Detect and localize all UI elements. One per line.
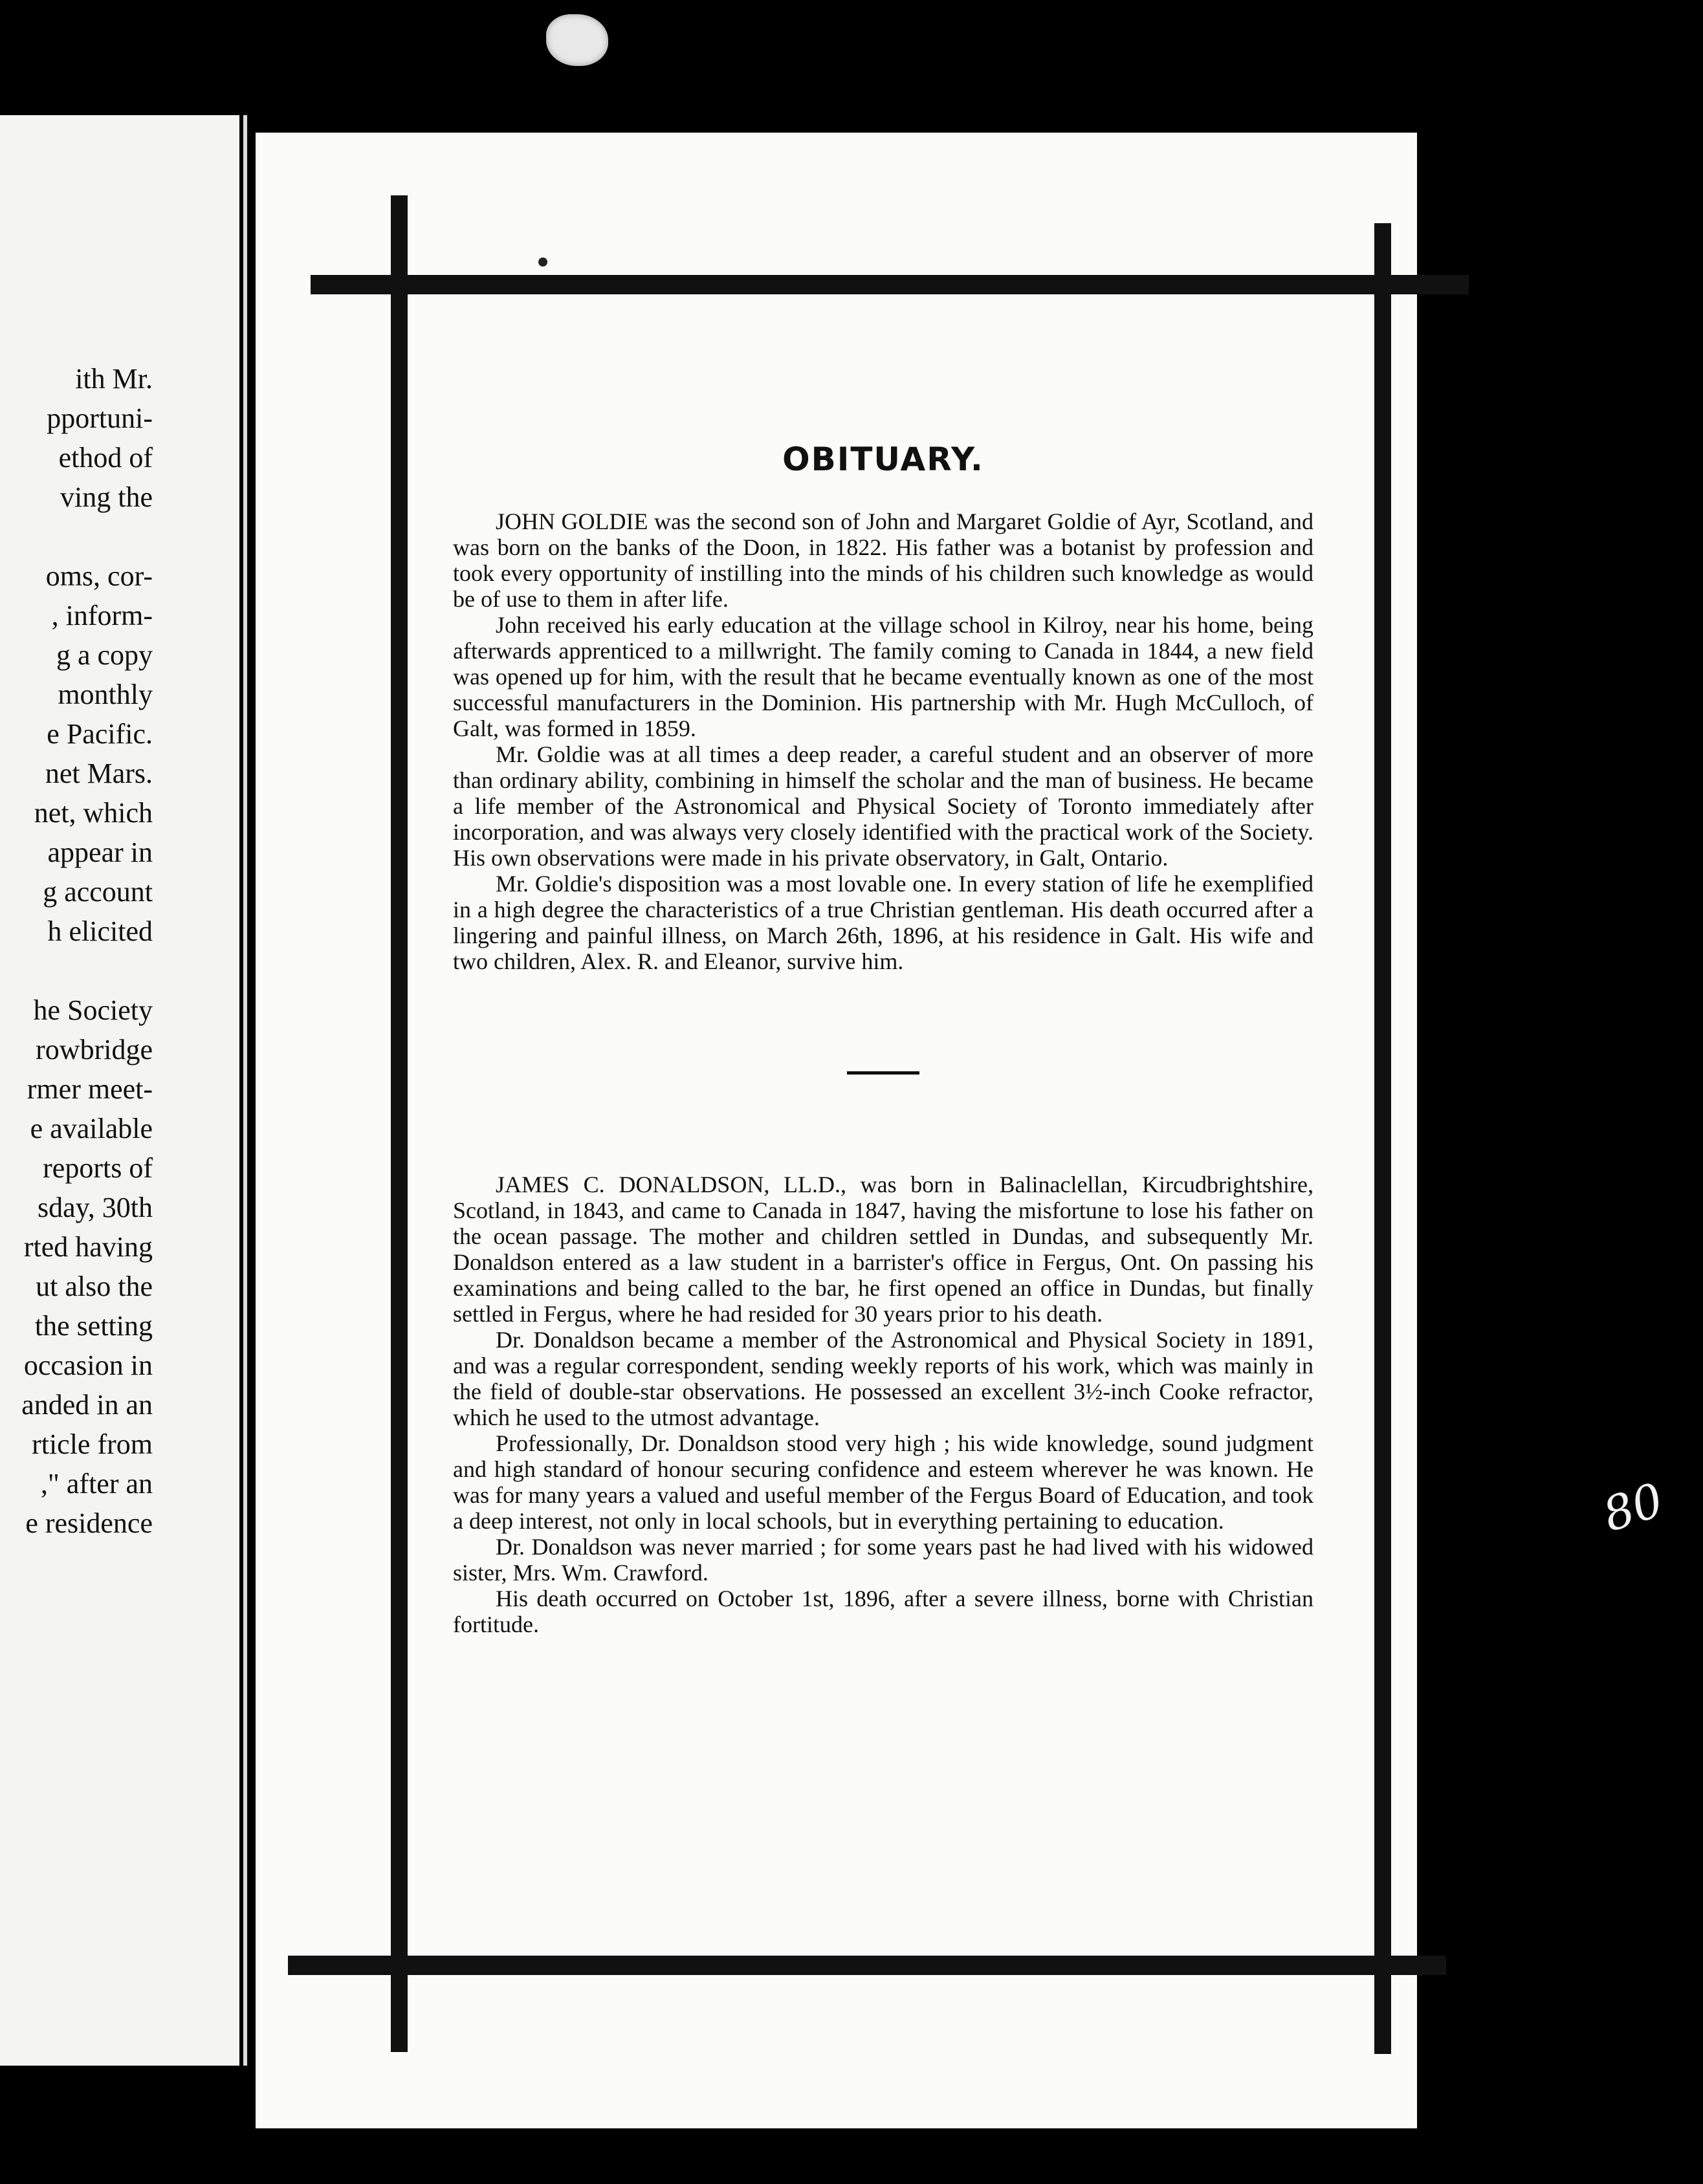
left-page-line: ut also the bbox=[36, 1271, 153, 1302]
left-page-text bbox=[0, 359, 153, 1543]
left-page-line: occasion in bbox=[23, 1349, 153, 1381]
left-page-line: e available bbox=[30, 1113, 153, 1144]
section-divider bbox=[847, 1071, 919, 1075]
mourning-border-left bbox=[391, 195, 408, 2052]
left-page-line: ethod of bbox=[58, 442, 153, 474]
obituary-donaldson bbox=[453, 1172, 1313, 1637]
left-page-line: oms, cor- bbox=[45, 560, 153, 592]
donaldson-paragraph-5: His death occurred on October 1st, 1896, after a severe illness, borne with Christian fortitude. bbox=[453, 1586, 1313, 1637]
left-page-line: rted having bbox=[23, 1231, 153, 1263]
left-page-line: e residence bbox=[25, 1507, 153, 1539]
left-page-line: monthly bbox=[58, 679, 153, 710]
left-page-line bbox=[0, 517, 153, 556]
page-gutter bbox=[243, 115, 247, 2066]
donaldson-paragraph-2: Dr. Donaldson became a member of the Astronomical and Physical Society in 1891, and was a regular correspondent, sending weekly reports of his work, which was mainly in the field of double-star observations. He possessed an excellent 3½-inch Cooke refractor, which he used to the utmost advantage. bbox=[453, 1327, 1313, 1430]
left-page-line bbox=[0, 951, 153, 990]
obituary-content bbox=[453, 433, 1313, 1637]
donaldson-paragraph-1: JAMES C. DONALDSON, LL.D., was born in Balinaclellan, Kircudbrightshire, Scotland, in 1843, and came to Canada in 1847, having the misfortune to lose his father on the ocean passage. The mother and children settled in Dundas, and subsequently Mr. Donaldson entered as a law student in a barrister's office in Fergus, Ont. On passing his examinations and being called to the bar, he first opened an office in Dundas, but finally settled in Fergus, where he had resided for 30 years prior to his death. bbox=[453, 1172, 1313, 1327]
left-page-line: rowbridge bbox=[36, 1034, 153, 1065]
goldie-paragraph-1: JOHN GOLDIE was the second son of John and Margaret Goldie of Ayr, Scotland, and was born on the banks of the Doon, in 1822. His father was a botanist by profession and took every opportunity of instilling into the minds of his children such knowledge as would be of use to them in after life. bbox=[453, 508, 1313, 612]
mourning-border-right bbox=[1374, 223, 1391, 2054]
left-page-line: g account bbox=[43, 876, 153, 908]
left-page-line: net Mars. bbox=[45, 758, 153, 789]
mourning-border-bottom bbox=[288, 1956, 1446, 1975]
mourning-border-top bbox=[311, 275, 1469, 294]
left-page-line: g a copy bbox=[56, 639, 153, 671]
goldie-paragraph-4: Mr. Goldie's disposition was a most lovable one. In every station of life he exemplified in a high degree the characteristics of a true Christian gentleman. His death occurred after a lingering and painful illness, on March 26th, 1896, at his residence in Galt. His wife and two children, Alex. R. and Eleanor, survive him. bbox=[453, 871, 1313, 974]
left-page-line: h elicited bbox=[47, 915, 153, 947]
left-page-line: appear in bbox=[47, 836, 153, 868]
donaldson-paragraph-3: Professionally, Dr. Donaldson stood very high ; his wide knowledge, sound judgment and high standard of honour securing confidence and esteem wherever he was known. He was for many years a valued and useful member of the Fergus Board of Education, and took a deep interest, not only in local schools, but in everything pertaining to education. bbox=[453, 1430, 1313, 1534]
left-page-line: , inform- bbox=[51, 600, 153, 631]
goldie-paragraph-3: Mr. Goldie was at all times a deep reader, a careful student and an observer of more than ordinary ability, combining in himself the scholar and the man of business. He became a life member of the Astronomical and Physical Society of Toronto immediately after incorporation, and was always very closely identified with the practical work of the Society. His own observations were made in his private observatory, in Galt, Ontario. bbox=[453, 741, 1313, 871]
left-page-line: the setting bbox=[34, 1310, 153, 1342]
left-page-line: sday, 30th bbox=[37, 1192, 153, 1223]
left-page-line: rmer meet- bbox=[27, 1073, 153, 1105]
left-page-line: he Society bbox=[33, 994, 153, 1026]
obituary-goldie bbox=[453, 508, 1313, 974]
left-page-line: ving the bbox=[60, 481, 153, 513]
page-title: OBITUARY. bbox=[782, 441, 984, 478]
tape-mark bbox=[546, 14, 608, 66]
margin-handwritten-mark: 80 bbox=[1596, 1472, 1670, 1543]
left-page-line: ," after an bbox=[40, 1468, 153, 1500]
left-page-line: reports of bbox=[43, 1152, 153, 1184]
left-page-line: anded in an bbox=[21, 1389, 153, 1421]
left-page-line: rticle from bbox=[32, 1428, 153, 1460]
donaldson-paragraph-4: Dr. Donaldson was never married ; for some years past he had lived with his widowed sister, Mrs. Wm. Crawford. bbox=[453, 1534, 1313, 1586]
goldie-paragraph-2: John received his early education at the village school in Kilroy, near his home, being afterwards apprenticed to a millwright. The family coming to Canada in 1844, a new field was opened up for him, with the result that he became eventually known as one of the most successful manufacturers in the Dominion. His partnership with Mr. Hugh McCulloch, of Galt, was formed in 1859. bbox=[453, 612, 1313, 741]
left-page-line: net, which bbox=[34, 797, 153, 829]
left-page-line: e Pacific. bbox=[47, 718, 153, 750]
ink-speck bbox=[538, 257, 547, 267]
left-page-line: ith Mr. bbox=[75, 363, 153, 395]
left-page-line: pportuni- bbox=[47, 402, 153, 434]
